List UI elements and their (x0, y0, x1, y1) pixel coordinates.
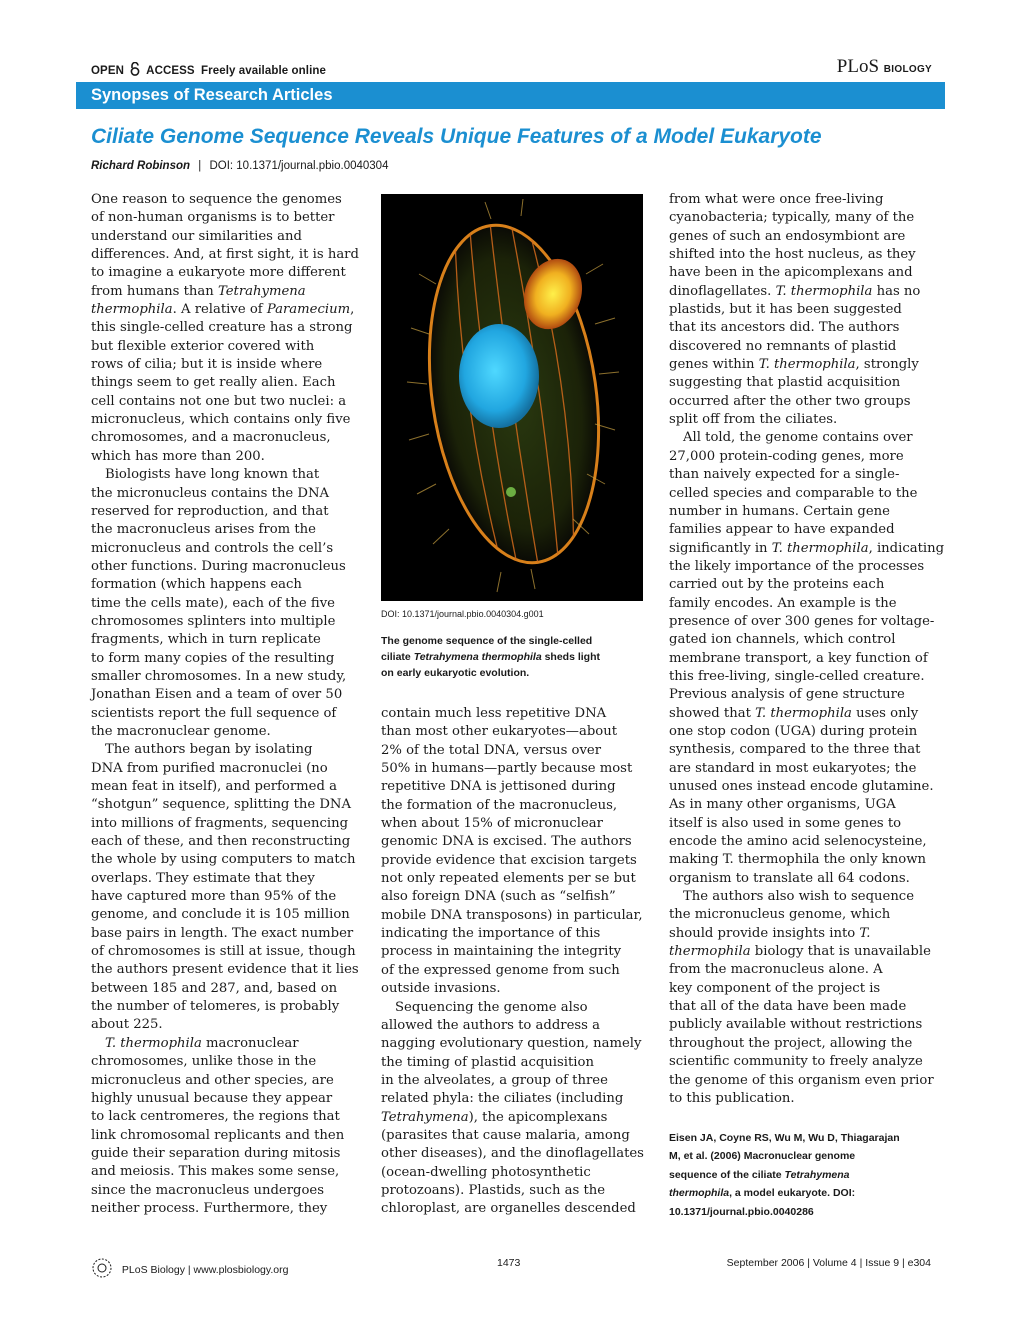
text-line: which has more than 200. (91, 448, 265, 464)
text-line: of the expressed genome from such (381, 962, 620, 978)
text-line: T. thermophila macronuclear (105, 1035, 299, 1051)
text-line: As in many other organisms, UGA (669, 797, 896, 813)
text-line: synthesis, compared to the three that (669, 742, 921, 758)
text-line: organism to translate all 64 codons. (669, 870, 910, 886)
section-title: Synopses of Research Articles (91, 86, 333, 104)
text-line: provide evidence that excision targets (381, 852, 637, 868)
text-line: All told, the genome contains over (683, 430, 913, 446)
text-line: have captured more than 95% of the (91, 889, 337, 905)
text-line: related phyla: the ciliates (including (381, 1091, 624, 1107)
text-line: the formation of the macronucleus, (381, 797, 618, 813)
text-line: One reason to sequence the genomes (91, 192, 342, 207)
reference-line: sequence of the ciliate Tetrahymena (669, 1168, 850, 1181)
journal-section-label: BIOLOGY (883, 64, 932, 75)
text-line: split off from the ciliates. (669, 412, 838, 428)
text-line: time the cells mate), each of the five (91, 595, 335, 611)
text-line: into millions of fragments, sequencing (91, 815, 349, 831)
text-line: protozoans). Plastids, such as the (381, 1182, 606, 1198)
text-line: genes within T. thermophila, strongly (669, 357, 919, 373)
text-line: thermophila biology that is unavailable (669, 944, 931, 960)
text-line: presence of over 300 genes for voltage- (669, 613, 935, 629)
text-line: chromosomes splinters into multiple (91, 613, 336, 629)
text-column-1 (91, 191, 359, 1218)
text-line: link chromosomal replicants and then (91, 1127, 345, 1143)
text-line: significantly in T. thermophila, indicating (669, 540, 945, 556)
text-line: the micronucleus genome, which (669, 907, 891, 923)
text-line: since the macronucleus undergoes (91, 1182, 324, 1198)
text-line: from the macronucleus alone. A (669, 962, 883, 978)
text-line: repetitive DNA is jettisoned during (381, 779, 616, 795)
text-line: from humans than Tetrahymena (91, 283, 306, 299)
text-line: making T. thermophila the only known (669, 852, 926, 868)
text-line: the macronuclear genome. (91, 723, 271, 739)
text-line: indicating the importance of this (381, 926, 601, 942)
text-line: base pairs in length. The exact number (91, 925, 354, 941)
text-line: the number of telomeres, is probably (91, 999, 340, 1015)
text-line: the micronucleus contains the DNA (91, 485, 330, 501)
article-title: Ciliate Genome Sequence Reveals Unique Features of a Model Eukaryote (91, 125, 822, 148)
text-line: than naively expected for a single- (669, 467, 900, 483)
text-line: understand our similarities and (91, 228, 302, 244)
footer-issue-info: September 2006 | Volume 4 | Issue 9 | e304 (726, 1257, 931, 1269)
text-line: the genome of this organism even prior (669, 1072, 934, 1088)
text-line: to imagine a eukaryote more different (91, 265, 346, 281)
text-line: discovered no remnants of plastid (669, 338, 897, 354)
open-access-banner (91, 62, 326, 77)
text-line: DNA from purified macronuclei (no (91, 760, 328, 776)
text-line: plastids, but it has been suggested (669, 302, 902, 318)
text-line: carried out by the proteins each (669, 577, 885, 593)
text-line: thermophila. A relative of Paramecium, (91, 302, 355, 318)
text-line: when about 15% of micronuclear (381, 816, 603, 832)
text-line: micronucleus, which contains only five (91, 412, 351, 428)
text-line: throughout the project, allowing the (669, 1035, 913, 1051)
ciliate-micrograph (381, 194, 643, 601)
text-line: have been in the apicomplexans and (669, 265, 913, 281)
text-line: micronucleus and other species, are (91, 1072, 334, 1088)
article-doi: DOI: 10.1371/journal.pbio.0040304 (209, 160, 389, 172)
text-line: micronucleus and controls the cell’s (91, 540, 334, 556)
footer-journal-url: PLoS Biology | www.plosbiology.org (121, 1264, 289, 1276)
reference-line: Eisen JA, Coyne RS, Wu M, Wu D, Thiagarajan (669, 1132, 900, 1144)
text-line: cyanobacteria; typically, many of the (669, 210, 915, 226)
text-line: the authors present evidence that it lies (91, 962, 359, 978)
text-line: from what were once free-living (669, 192, 884, 207)
text-line: scientists report the full sequence of (91, 705, 337, 721)
text-line: the timing of plastid acquisition (381, 1054, 594, 1070)
text-line: the macronucleus arises from the (91, 522, 316, 538)
text-line: dinoflagellates. T. thermophila has no (669, 283, 921, 299)
text-line: things seem to get really alien. Each (91, 375, 336, 391)
text-line: key component of the project is (669, 980, 881, 996)
text-line: (parasites that cause malaria, among (381, 1127, 630, 1143)
text-line: other functions. During macronucleus (91, 558, 346, 574)
text-line: Tetrahymena), the apicomplexans (381, 1109, 608, 1125)
figure-doi: DOI: 10.1371/journal.pbio.0040304.g001 (381, 609, 544, 619)
ciliate-image (381, 194, 643, 601)
text-line: genes of such an endosymbiont are (669, 228, 906, 244)
figure-caption: The genome sequence of the single-celled ciliate Tetrahymena thermophila sheds light on early eukaryotic evolution. (381, 635, 601, 679)
text-line: process in maintaining the integrity (381, 944, 622, 960)
text-line: showed that T. thermophila uses only (669, 705, 919, 721)
text-line: each of these, and then reconstructing (91, 834, 351, 850)
text-line: should provide insights into T. (669, 925, 871, 941)
text-line: of chromosomes is still at issue, though (91, 944, 356, 960)
text-line: rows of cilia; but it is inside where (91, 357, 323, 373)
reference (669, 1129, 939, 1221)
text-line: to form many copies of the resulting (91, 650, 335, 666)
text-line: but flexible exterior covered with (91, 338, 315, 354)
open-label: OPEN (91, 65, 124, 77)
text-line: that all of the data have been made (669, 999, 907, 1015)
text-line: highly unusual because they appear (91, 1090, 333, 1106)
byline: Richard Robinson | DOI: 10.1371/journal.pbio.0040304 (91, 160, 389, 172)
text-line: the whole by using computers to match (91, 852, 356, 868)
text-line: 2% of the total DNA, versus over (381, 742, 602, 758)
journal-logo-text: PLoS (836, 56, 880, 77)
text-line: formation (which happens each (91, 577, 302, 593)
text-line: chromosomes, and a macronucleus, (91, 430, 331, 446)
reference-line: 10.1371/journal.pbio.0040286 (669, 1205, 814, 1218)
text-line: genome, and conclude it is 105 million (91, 907, 350, 923)
text-line: membrane transport, a key function of (669, 650, 928, 666)
text-line: this single-celled creature has a strong (91, 320, 353, 336)
text-line: allowed the authors to address a (381, 1017, 600, 1033)
text-line: celled species and comparable to the (669, 485, 918, 501)
access-label: ACCESS (146, 65, 195, 77)
text-line: this free-living, single-celled creature. (669, 668, 925, 684)
text-line: chromosomes, unlike those in the (91, 1054, 317, 1070)
text-line: the likely importance of the processes (669, 558, 925, 574)
text-line: neither process. Furthermore, they (91, 1200, 328, 1216)
text-line: mean feat in itself), and performed a (91, 779, 337, 794)
text-line: Previous analysis of gene structure (669, 687, 905, 703)
text-line: The authors also wish to sequence (683, 889, 915, 905)
text-column-2 (381, 705, 644, 1219)
text-line: unused ones instead encode glutamine. (669, 779, 934, 794)
text-line: overlaps. They estimate that they (91, 870, 315, 886)
text-line: mobile DNA transposons) in particular, (381, 907, 643, 923)
text-line: than most other eukaryotes—about (381, 724, 618, 740)
reference-line: thermophila, a model eukaryote. DOI: (669, 1187, 856, 1200)
text-line: Biologists have long known that (105, 467, 320, 483)
text-line: also foreign DNA (such as “selfish” (381, 889, 616, 905)
footer-left (91, 1257, 288, 1279)
text-column-3 (669, 191, 944, 1108)
text-line: genomic DNA is excised. The authors (381, 834, 632, 850)
text-line: Sequencing the genome also (395, 999, 588, 1015)
journal-logo (837, 56, 932, 78)
plos-globe-icon (91, 1257, 113, 1279)
text-line: one stop codon (UGA) during protein (669, 723, 918, 739)
text-line: Jonathan Eisen and a team of over 50 (91, 687, 343, 703)
text-line: families appear to have expanded (669, 522, 895, 538)
text-line: “shotgun” sequence, splitting the DNA (91, 797, 351, 813)
text-line: between 185 and 287, and, based on (91, 980, 338, 996)
text-line: are standard in most eukaryotes; the (669, 760, 917, 776)
text-line: reserved for reproduction, and that (91, 503, 329, 519)
text-line: to lack centromeres, the regions that (91, 1109, 340, 1125)
freely-available-label: Freely available online (201, 65, 327, 77)
text-line: of non-human organisms is to better (91, 210, 335, 226)
text-line: cell contains not one but two nuclei: a (91, 393, 347, 409)
text-line: outside invasions. (381, 981, 501, 997)
text-line: 27,000 protein-coding genes, more (669, 448, 904, 464)
text-line: chloroplast, are organelles descended (381, 1201, 636, 1217)
text-line: occurred after the other two groups (669, 393, 911, 409)
text-line: scientific community to freely analyze (669, 1054, 923, 1070)
text-line: to this publication. (669, 1090, 795, 1106)
text-line: contain much less repetitive DNA (381, 706, 607, 721)
text-line: and meiosis. This makes some sense, (91, 1164, 340, 1180)
text-line: itself is also used in some genes to (669, 815, 902, 831)
text-line: publicly available without restrictions (669, 1017, 923, 1033)
text-line: encode the amino acid selenocysteine, (669, 834, 927, 850)
section-bar (76, 82, 945, 109)
author-name: Richard Robinson (91, 160, 191, 172)
text-line: fragments, which in turn replicate (91, 632, 321, 648)
text-line: The authors began by isolating (105, 742, 313, 758)
text-line: not only repeated elements per se but (381, 871, 636, 887)
text-line: differences. And, at first sight, it is hard (91, 247, 359, 263)
text-line: other diseases), and the dinoflagellates (381, 1146, 644, 1162)
text-line: gated ion channels, which control (669, 632, 896, 648)
page-number: 1473 (497, 1257, 521, 1269)
text-line: (ocean-dwelling photosynthetic (381, 1164, 591, 1180)
text-line: that its ancestors did. The authors (669, 320, 900, 336)
open-lock-icon (129, 62, 141, 76)
text-line: number in humans. Certain gene (669, 503, 890, 519)
text-line: nagging evolutionary question, namely (381, 1036, 642, 1052)
text-line: 50% in humans—partly because most (381, 761, 633, 777)
text-line: shifted into the host nucleus, as they (669, 247, 916, 263)
text-line: smaller chromosomes. In a new study, (91, 668, 347, 684)
reference-line: M, et al. (2006) Macronuclear genome (669, 1150, 856, 1163)
text-line: in the alveolates, a group of three (381, 1072, 608, 1088)
text-line: suggesting that plastid acquisition (669, 375, 901, 391)
text-line: guide their separation during mitosis (91, 1145, 341, 1161)
text-line: about 225. (91, 1017, 163, 1033)
text-line: family encodes. An example is the (669, 595, 897, 611)
